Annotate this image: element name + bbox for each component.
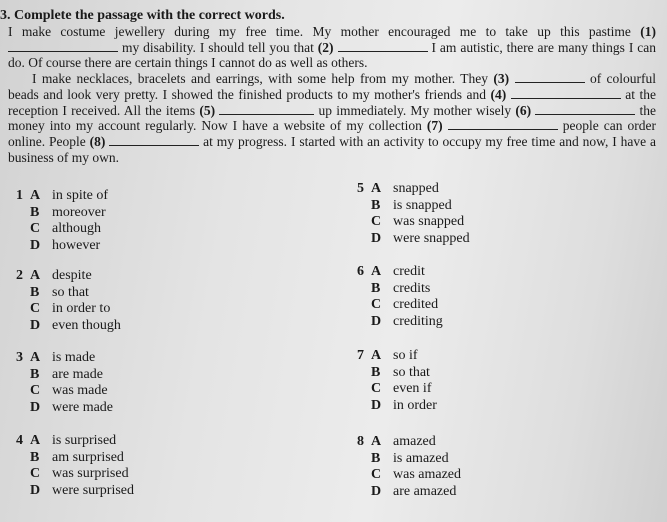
question-number: 2 [16,268,23,283]
question-number: 8 [357,434,364,449]
question-6 [357,264,443,330]
exercise-number: 3. [0,8,11,23]
exercise-heading [0,8,285,24]
option-text[interactable]: so that [393,364,430,380]
option-letter[interactable]: B [30,366,40,382]
option-letter[interactable]: D [30,399,41,415]
option-text[interactable]: in order [393,397,437,413]
passage-sentence: I make costume jewellery during my free time. My mother encouraged me to take up this pastime [8,24,631,39]
option-text[interactable]: was snapped [393,214,465,229]
passage-paragraph-1 [8,24,656,71]
blank-3[interactable] [515,71,585,83]
option-text[interactable]: so if [393,348,418,363]
passage-sentence: at my progress. I started with an activity to occupy my free time and now, I have a business of my own. [8,133,656,165]
option-text[interactable]: moreover [52,204,106,220]
option-letter[interactable]: D [30,317,41,333]
option-letter[interactable]: C [371,214,382,229]
passage-paragraph-2 [8,71,656,165]
option-letter[interactable]: B [30,284,40,300]
question-4 [16,433,134,499]
blank-6[interactable] [535,103,635,115]
option-text[interactable]: however [52,237,101,253]
question-number: 1 [16,188,23,203]
option-letter[interactable]: A [30,268,41,283]
question-number: 3 [16,350,23,365]
option-letter[interactable]: D [30,237,41,253]
option-letter[interactable]: C [371,467,382,482]
question-3 [16,350,113,416]
option-text[interactable]: was made [52,383,108,398]
option-letter[interactable]: A [371,264,382,279]
option-text[interactable]: snapped [393,181,439,196]
blank-number-5: (5) [199,102,216,118]
option-text[interactable]: credit [393,264,425,279]
option-letter[interactable]: C [30,301,41,316]
passage-sentence: the money into my account regularly. Now I have a website of my collection [8,102,657,134]
blank-1[interactable] [8,40,118,52]
passage-sentence: at the reception I received. All the items [8,86,656,118]
option-text[interactable]: are made [52,366,103,382]
passage-sentence: up immediately. My mother [318,102,472,118]
option-text[interactable]: so that [52,284,89,300]
option-text[interactable]: despite [52,268,92,283]
question-number: 4 [16,433,23,448]
blank-7[interactable] [448,118,558,130]
question-1 [16,188,108,254]
option-letter[interactable]: A [371,348,382,363]
blank-8[interactable] [109,134,199,146]
option-letter[interactable]: A [30,350,41,365]
option-letter[interactable]: C [371,381,382,396]
option-letter[interactable]: B [30,449,40,465]
option-letter[interactable]: D [371,397,382,413]
blank-number-8: (8) [89,133,106,149]
blank-number-6: (6) [515,102,532,118]
option-text[interactable]: was amazed [393,467,462,482]
option-text[interactable]: were surprised [52,482,135,498]
option-text[interactable]: are amazed [393,483,457,499]
option-letter[interactable]: B [30,204,40,220]
option-letter[interactable]: D [371,313,382,329]
option-letter[interactable]: C [371,297,382,312]
passage-sentence: people can order online. People [8,118,657,149]
option-text[interactable]: in spite of [52,188,108,203]
blank-number-2: (2) [317,39,334,55]
passage-sentence: I make necklaces, bracelets and earrings, with some help from my mother. They [32,71,489,87]
option-text[interactable]: is surprised [52,433,117,448]
option-letter[interactable]: D [30,482,41,498]
passage-sentence: wisely [475,102,512,118]
option-letter[interactable]: B [371,280,381,296]
option-text[interactable]: is made [52,350,96,365]
question-8 [357,434,461,500]
question-7 [357,348,437,414]
option-text[interactable]: amazed [393,434,436,449]
question-5 [357,181,470,247]
option-letter[interactable]: D [371,230,382,246]
question-number: 6 [357,264,364,279]
blank-5[interactable] [219,103,314,115]
passage-sentence: I am autistic, there are many things I can do. Of course there are certain things I cannot do as well as others. [8,39,657,71]
option-text[interactable]: even if [393,381,432,396]
option-text[interactable]: was surprised [52,466,129,481]
blank-2[interactable] [338,40,428,52]
option-letter[interactable]: B [371,450,381,466]
question-2 [16,268,121,334]
blank-number-4: (4) [490,86,507,102]
option-letter[interactable]: A [30,188,41,203]
option-letter[interactable]: D [371,483,382,499]
option-letter[interactable]: A [371,434,382,449]
option-text[interactable]: were snapped [393,230,470,246]
option-letter[interactable]: C [30,221,41,236]
question-number: 7 [357,348,364,363]
option-text[interactable]: am surprised [52,449,124,465]
blank-4[interactable] [511,87,621,99]
blank-number-3: (3) [493,71,510,87]
exercise-instruction: Complete the passage with the correct words. [14,8,285,23]
option-text[interactable]: is amazed [393,450,449,466]
option-text[interactable]: in order to [52,301,111,316]
option-text[interactable]: crediting [393,313,443,329]
option-text[interactable]: is snapped [393,197,452,213]
passage-sentence: my disability. I should tell you that [121,39,314,55]
option-text[interactable]: although [52,221,101,236]
option-text[interactable]: credited [393,297,439,312]
passage-sentence: of colourful beads and look very pretty. I showed the finished products to my mother's friends and [8,71,657,102]
option-letter[interactable]: B [371,364,381,380]
blank-number-7: (7) [426,118,443,134]
blank-number-1: (1) [640,24,656,39]
option-text[interactable]: credits [393,280,431,296]
option-letter[interactable]: A [371,181,382,196]
option-text[interactable]: were made [52,399,114,415]
passage-text [8,24,656,165]
option-letter[interactable]: C [30,466,41,481]
option-text[interactable]: even though [52,317,121,333]
option-letter[interactable]: C [30,383,41,398]
option-letter[interactable]: A [30,433,41,448]
question-number: 5 [357,181,364,196]
option-letter[interactable]: B [371,197,381,213]
